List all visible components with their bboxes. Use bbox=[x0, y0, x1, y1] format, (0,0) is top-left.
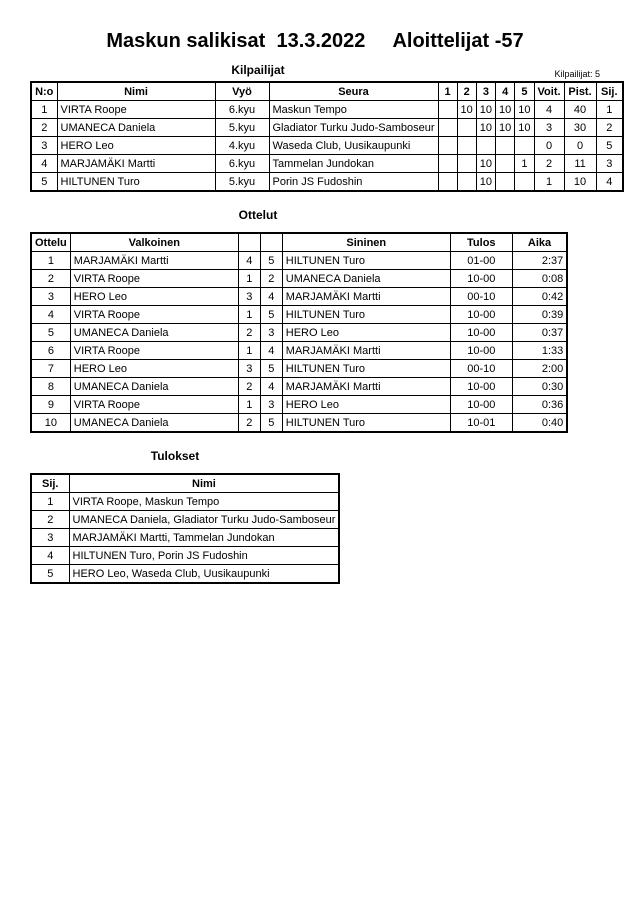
kilpailijat-cell: 11 bbox=[564, 155, 596, 173]
kilpailijat-cell: 30 bbox=[564, 119, 596, 137]
ottelut-cell: 2 bbox=[238, 414, 260, 433]
ottelut-cell: 4 bbox=[260, 288, 282, 306]
ottelut-cell: 4 bbox=[260, 342, 282, 360]
kilpailijat-cell: Waseda Club, Uusikaupunki bbox=[269, 137, 438, 155]
ottelut-cell: 4 bbox=[31, 306, 70, 324]
ottelut-cell: 2 bbox=[238, 378, 260, 396]
ottelut-cell: 10-00 bbox=[450, 324, 512, 342]
kilpailijat-cell bbox=[515, 173, 534, 192]
ottelut-cell: 8 bbox=[31, 378, 70, 396]
tulokset-cell: UMANECA Daniela, Gladiator Turku Judo-Samboseur bbox=[69, 511, 339, 529]
ottelut-cell: UMANECA Daniela bbox=[70, 324, 238, 342]
kilpailijat-section-title: Kilpailijat bbox=[231, 63, 285, 77]
kilpailijat-cell: 4 bbox=[596, 173, 623, 192]
ottelut-cell: 1 bbox=[238, 306, 260, 324]
results-document bbox=[0, 30, 630, 921]
tulokset-row bbox=[31, 547, 339, 565]
kilpailijat-cell: 6.kyu bbox=[215, 101, 269, 119]
tulokset-cell: MARJAMÄKI Martti, Tammelan Jundokan bbox=[69, 529, 339, 547]
tulokset-section-title: Tulokset bbox=[150, 449, 200, 463]
ottelut-col-header: Tulos bbox=[450, 233, 512, 252]
kilpailijat-cell bbox=[438, 137, 457, 155]
ottelut-cell: 0:39 bbox=[512, 306, 567, 324]
ottelut-cell: HERO Leo bbox=[282, 396, 450, 414]
ottelut-cell: 10 bbox=[31, 414, 70, 433]
tulokset-col-header: Nimi bbox=[69, 474, 339, 493]
ottelut-row bbox=[31, 288, 567, 306]
kilpailijat-cell: 10 bbox=[476, 173, 495, 192]
kilpailijat-row bbox=[31, 101, 623, 119]
kilpailijat-col-header: Nimi bbox=[57, 82, 215, 101]
kilpailijat-cell bbox=[438, 119, 457, 137]
kilpailijat-table bbox=[30, 81, 624, 192]
ottelut-cell: MARJAMÄKI Martti bbox=[282, 378, 450, 396]
ottelut-cell: 3 bbox=[260, 396, 282, 414]
kilpailijat-row bbox=[31, 155, 623, 173]
kilpailijat-col-header: Pist. bbox=[564, 82, 596, 101]
ottelut-cell: VIRTA Roope bbox=[70, 270, 238, 288]
ottelut-cell: 5 bbox=[260, 360, 282, 378]
kilpailijat-cell bbox=[496, 155, 515, 173]
ottelut-cell: VIRTA Roope bbox=[70, 306, 238, 324]
kilpailijat-cell: 4 bbox=[534, 101, 564, 119]
tulokset-cell: 5 bbox=[31, 565, 69, 584]
ottelut-cell: 10-01 bbox=[450, 414, 512, 433]
kilpailijat-row bbox=[31, 119, 623, 137]
kilpailijat-cell: VIRTA Roope bbox=[57, 101, 215, 119]
tulokset-cell: 2 bbox=[31, 511, 69, 529]
ottelut-cell: 7 bbox=[31, 360, 70, 378]
tulokset-row bbox=[31, 565, 339, 584]
ottelut-row bbox=[31, 252, 567, 270]
ottelut-cell: MARJAMÄKI Martti bbox=[282, 342, 450, 360]
kilpailijat-cell bbox=[496, 173, 515, 192]
ottelut-row bbox=[31, 378, 567, 396]
kilpailijat-row bbox=[31, 137, 623, 155]
kilpailijat-col-header: Sij. bbox=[596, 82, 623, 101]
ottelut-cell: 5 bbox=[260, 414, 282, 433]
kilpailijat-cell: 1 bbox=[534, 173, 564, 192]
kilpailijat-cell: Gladiator Turku Judo-Samboseur bbox=[269, 119, 438, 137]
tulokset-row bbox=[31, 511, 339, 529]
ottelut-cell: 4 bbox=[260, 378, 282, 396]
kilpailijat-cell: 2 bbox=[31, 119, 57, 137]
kilpailijat-cell: Porin JS Fudoshin bbox=[269, 173, 438, 192]
ottelut-cell: MARJAMÄKI Martti bbox=[70, 252, 238, 270]
kilpailijat-cell: 6.kyu bbox=[215, 155, 269, 173]
ottelut-cell: HILTUNEN Turo bbox=[282, 360, 450, 378]
ottelut-cell: HILTUNEN Turo bbox=[282, 414, 450, 433]
tulokset-header-row bbox=[31, 474, 339, 493]
kilpailijat-cell: 10 bbox=[515, 119, 534, 137]
tulokset-cell: VIRTA Roope, Maskun Tempo bbox=[69, 493, 339, 511]
ottelut-col-header: Ottelu bbox=[31, 233, 70, 252]
ottelut-cell: 0:42 bbox=[512, 288, 567, 306]
competitor-count-label: Kilpailijat: 5 bbox=[554, 69, 600, 79]
kilpailijat-cell: 5 bbox=[31, 173, 57, 192]
ottelut-row bbox=[31, 342, 567, 360]
kilpailijat-row bbox=[31, 173, 623, 192]
kilpailijat-section-header bbox=[0, 63, 630, 81]
page-title: Maskun salikisat 13.3.2022 Aloittelijat -57 bbox=[106, 30, 524, 52]
ottelut-cell: 5 bbox=[260, 306, 282, 324]
kilpailijat-col-header: 1 bbox=[438, 82, 457, 101]
kilpailijat-cell: MARJAMÄKI Martti bbox=[57, 155, 215, 173]
kilpailijat-cell bbox=[457, 155, 476, 173]
ottelut-cell: 01-00 bbox=[450, 252, 512, 270]
kilpailijat-cell bbox=[438, 155, 457, 173]
ottelut-col-header bbox=[260, 233, 282, 252]
kilpailijat-cell: 2 bbox=[596, 119, 623, 137]
ottelut-table bbox=[30, 232, 568, 433]
kilpailijat-cell: 3 bbox=[534, 119, 564, 137]
ottelut-cell: 3 bbox=[238, 288, 260, 306]
ottelut-row bbox=[31, 414, 567, 433]
tulokset-cell: HERO Leo, Waseda Club, Uusikaupunki bbox=[69, 565, 339, 584]
kilpailijat-cell: 0 bbox=[564, 137, 596, 155]
kilpailijat-cell: 1 bbox=[515, 155, 534, 173]
ottelut-cell: 2 bbox=[260, 270, 282, 288]
kilpailijat-col-header: 4 bbox=[496, 82, 515, 101]
kilpailijat-col-header: Seura bbox=[269, 82, 438, 101]
kilpailijat-cell: 5.kyu bbox=[215, 173, 269, 192]
ottelut-cell: 4 bbox=[238, 252, 260, 270]
ottelut-cell: HERO Leo bbox=[70, 360, 238, 378]
tulokset-cell: 3 bbox=[31, 529, 69, 547]
ottelut-cell: 0:30 bbox=[512, 378, 567, 396]
tulokset-row bbox=[31, 529, 339, 547]
ottelut-cell: VIRTA Roope bbox=[70, 396, 238, 414]
ottelut-cell: 1 bbox=[238, 342, 260, 360]
ottelut-cell: 0:40 bbox=[512, 414, 567, 433]
ottelut-cell: 2:00 bbox=[512, 360, 567, 378]
kilpailijat-cell: Tammelan Jundokan bbox=[269, 155, 438, 173]
ottelut-col-header: Aika bbox=[512, 233, 567, 252]
ottelut-cell: HILTUNEN Turo bbox=[282, 252, 450, 270]
tulokset-row bbox=[31, 493, 339, 511]
kilpailijat-cell: 10 bbox=[476, 155, 495, 173]
kilpailijat-col-header: Voit. bbox=[534, 82, 564, 101]
ottelut-cell: 1 bbox=[238, 270, 260, 288]
ottelut-cell: 00-10 bbox=[450, 288, 512, 306]
ottelut-cell: 0:08 bbox=[512, 270, 567, 288]
ottelut-header-row bbox=[31, 233, 567, 252]
kilpailijat-col-header: Vyö bbox=[215, 82, 269, 101]
ottelut-cell: 0:37 bbox=[512, 324, 567, 342]
kilpailijat-col-header: 5 bbox=[515, 82, 534, 101]
ottelut-cell: 3 bbox=[31, 288, 70, 306]
ottelut-row bbox=[31, 270, 567, 288]
kilpailijat-cell: 4 bbox=[31, 155, 57, 173]
kilpailijat-cell: 10 bbox=[496, 101, 515, 119]
ottelut-cell: 2:37 bbox=[512, 252, 567, 270]
kilpailijat-cell: HILTUNEN Turo bbox=[57, 173, 215, 192]
ottelut-cell: 3 bbox=[238, 360, 260, 378]
kilpailijat-cell: 10 bbox=[476, 101, 495, 119]
ottelut-cell: 9 bbox=[31, 396, 70, 414]
kilpailijat-cell: 1 bbox=[596, 101, 623, 119]
ottelut-cell: 5 bbox=[260, 252, 282, 270]
ottelut-cell: 2 bbox=[31, 270, 70, 288]
ottelut-cell: 10-00 bbox=[450, 270, 512, 288]
kilpailijat-cell: UMANECA Daniela bbox=[57, 119, 215, 137]
tulokset-section-header bbox=[0, 449, 630, 467]
kilpailijat-header-row bbox=[31, 82, 623, 101]
ottelut-cell: 10-00 bbox=[450, 396, 512, 414]
ottelut-cell: 10-00 bbox=[450, 342, 512, 360]
ottelut-col-header: Valkoinen bbox=[70, 233, 238, 252]
kilpailijat-col-header: 3 bbox=[476, 82, 495, 101]
ottelut-row bbox=[31, 324, 567, 342]
ottelut-cell: 6 bbox=[31, 342, 70, 360]
kilpailijat-cell: 2 bbox=[534, 155, 564, 173]
kilpailijat-cell: 10 bbox=[496, 119, 515, 137]
tulokset-cell: 4 bbox=[31, 547, 69, 565]
kilpailijat-cell bbox=[515, 137, 534, 155]
kilpailijat-cell bbox=[457, 173, 476, 192]
kilpailijat-cell: HERO Leo bbox=[57, 137, 215, 155]
kilpailijat-cell: 1 bbox=[31, 101, 57, 119]
kilpailijat-cell bbox=[496, 137, 515, 155]
ottelut-cell: 1 bbox=[238, 396, 260, 414]
tulokset-table bbox=[30, 473, 340, 584]
ottelut-cell: 10-00 bbox=[450, 378, 512, 396]
kilpailijat-cell: 10 bbox=[564, 173, 596, 192]
ottelut-col-header: Sininen bbox=[282, 233, 450, 252]
ottelut-cell: UMANECA Daniela bbox=[282, 270, 450, 288]
ottelut-section-title: Ottelut bbox=[238, 208, 278, 222]
kilpailijat-cell bbox=[438, 101, 457, 119]
ottelut-cell: 1:33 bbox=[512, 342, 567, 360]
tulokset-cell: 1 bbox=[31, 493, 69, 511]
ottelut-cell: 5 bbox=[31, 324, 70, 342]
kilpailijat-cell bbox=[438, 173, 457, 192]
ottelut-cell: 10-00 bbox=[450, 306, 512, 324]
ottelut-row bbox=[31, 396, 567, 414]
ottelut-col-header bbox=[238, 233, 260, 252]
kilpailijat-cell: 5 bbox=[596, 137, 623, 155]
ottelut-cell: 1 bbox=[31, 252, 70, 270]
ottelut-cell: HERO Leo bbox=[282, 324, 450, 342]
kilpailijat-cell: 10 bbox=[476, 119, 495, 137]
ottelut-row bbox=[31, 306, 567, 324]
ottelut-cell: 0:36 bbox=[512, 396, 567, 414]
kilpailijat-col-header: 2 bbox=[457, 82, 476, 101]
tulokset-cell: HILTUNEN Turo, Porin JS Fudoshin bbox=[69, 547, 339, 565]
kilpailijat-cell: 40 bbox=[564, 101, 596, 119]
ottelut-cell: MARJAMÄKI Martti bbox=[282, 288, 450, 306]
kilpailijat-cell bbox=[476, 137, 495, 155]
kilpailijat-cell: 10 bbox=[457, 101, 476, 119]
ottelut-cell: UMANECA Daniela bbox=[70, 414, 238, 433]
ottelut-cell: HILTUNEN Turo bbox=[282, 306, 450, 324]
kilpailijat-cell: 5.kyu bbox=[215, 119, 269, 137]
kilpailijat-cell: 0 bbox=[534, 137, 564, 155]
ottelut-cell: HERO Leo bbox=[70, 288, 238, 306]
ottelut-section-header bbox=[0, 208, 630, 226]
kilpailijat-col-header: N:o bbox=[31, 82, 57, 101]
kilpailijat-cell bbox=[457, 137, 476, 155]
ottelut-cell: UMANECA Daniela bbox=[70, 378, 238, 396]
kilpailijat-cell: 3 bbox=[596, 155, 623, 173]
tulokset-col-header: Sij. bbox=[31, 474, 69, 493]
ottelut-cell: 00-10 bbox=[450, 360, 512, 378]
kilpailijat-cell: 10 bbox=[515, 101, 534, 119]
ottelut-cell: VIRTA Roope bbox=[70, 342, 238, 360]
kilpailijat-cell: 3 bbox=[31, 137, 57, 155]
ottelut-cell: 2 bbox=[238, 324, 260, 342]
kilpailijat-cell: 4.kyu bbox=[215, 137, 269, 155]
ottelut-cell: 3 bbox=[260, 324, 282, 342]
ottelut-row bbox=[31, 360, 567, 378]
kilpailijat-cell bbox=[457, 119, 476, 137]
kilpailijat-cell: Maskun Tempo bbox=[269, 101, 438, 119]
